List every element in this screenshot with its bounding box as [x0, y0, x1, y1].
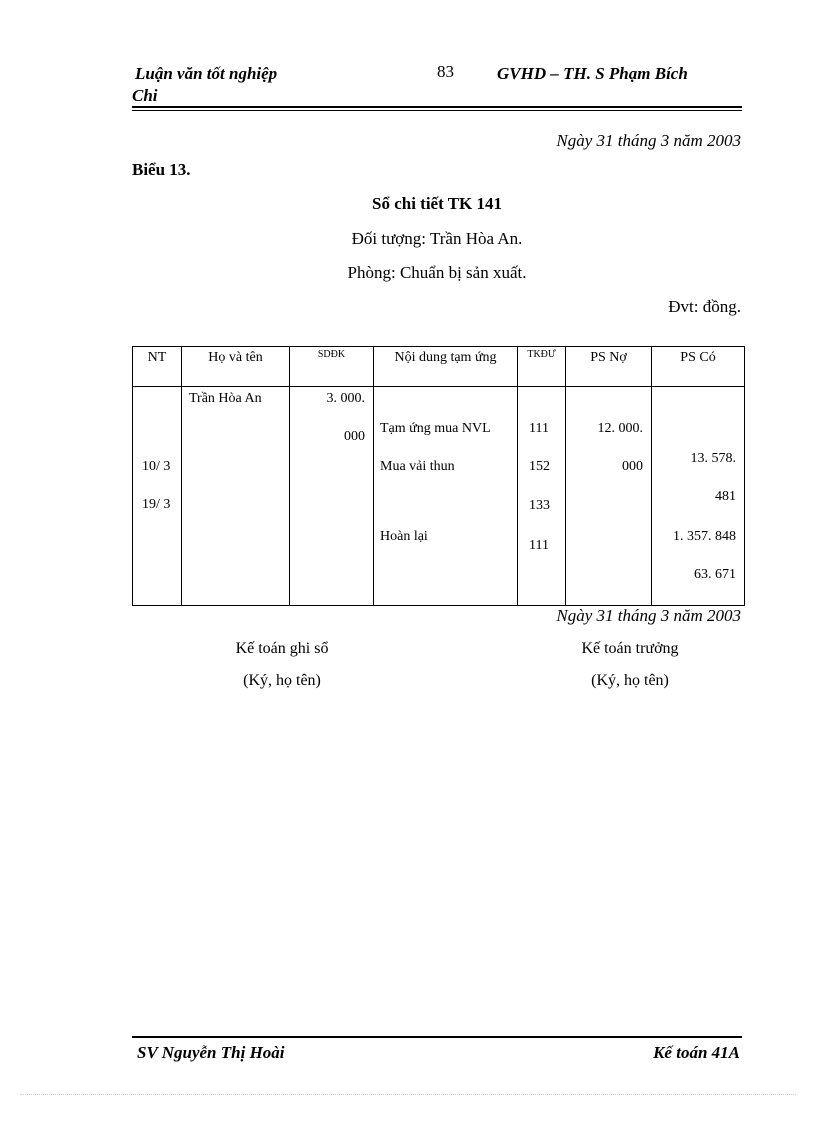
content-value: Hoàn lại [380, 529, 428, 544]
col-header-nt: NT [133, 347, 182, 387]
signature-bookkeeper-title: Kế toán ghi sổ [235, 640, 329, 657]
ledger-department: Phòng: Chuẩn bị sản xuất. [347, 263, 527, 282]
footer-student: SV Nguyễn Thị Hoài [137, 1043, 285, 1062]
cell-tkdu [518, 387, 566, 606]
ps-co-value: 13. 578. [690, 451, 736, 466]
col-header-ps-no: PS Nợ [566, 347, 652, 387]
footer-class: Kế toán 41A [653, 1043, 740, 1062]
ledger-table [132, 346, 745, 606]
cell-sddk [290, 387, 374, 606]
document-date: Ngày 31 tháng 3 năm 2003 [556, 131, 741, 150]
tkdu-value: 111 [529, 421, 549, 436]
tkdu-value: 111 [529, 538, 549, 553]
ledger-object: Đối tượng: Trần Hòa An. [351, 229, 523, 248]
col-header-ps-co: PS Có [652, 347, 745, 387]
signature-date: Ngày 31 tháng 3 năm 2003 [556, 606, 741, 625]
col-header-sddk: SDĐK [290, 347, 374, 387]
header-advisor: GVHD – TH. S Phạm Bích [497, 64, 688, 83]
ps-co-value: 63. 671 [694, 567, 736, 582]
cell-ps-no [566, 387, 652, 606]
ledger-title: Sổ chi tiết TK 141 [371, 194, 503, 213]
table-row [133, 387, 745, 606]
ps-co-value: 1. 357. 848 [673, 529, 736, 544]
ps-no-value: 12. 000. [597, 421, 643, 436]
content-value: Mua vải thun [380, 459, 455, 474]
sddk-value-cont: 000 [344, 429, 365, 444]
footer-rule [132, 1036, 742, 1038]
content-value: Tạm ứng mua NVL [380, 421, 491, 436]
signature-chief-accountant-note: (Ký, họ tên) [591, 672, 669, 689]
col-header-tkdu: TKĐƯ [518, 347, 566, 387]
ps-no-value-cont: 000 [622, 459, 643, 474]
tkdu-value: 133 [529, 498, 550, 513]
signature-chief-accountant-title: Kế toán trưởng [581, 640, 679, 657]
table-header-row [133, 347, 745, 387]
nt-value: 19/ 3 [142, 497, 171, 512]
nt-value: 10/ 3 [142, 459, 171, 474]
signature-bookkeeper-note: (Ký, họ tên) [243, 672, 321, 689]
header-rule-thin [132, 110, 742, 111]
ps-co-value-cont: 481 [715, 489, 736, 504]
name-value: Trần Hòa An [189, 391, 262, 406]
unit-of-measure: Đvt: đồng. [668, 297, 741, 316]
header-thesis-title-cont: Chi [132, 86, 158, 105]
header-rule-thick [132, 106, 742, 108]
tkdu-value: 152 [529, 459, 550, 474]
page-number: 83 [437, 62, 454, 81]
cell-ps-co [652, 387, 745, 606]
page-bottom-dotted-line [20, 1094, 796, 1095]
table-label: Biểu 13. [132, 160, 191, 179]
cell-nt [133, 387, 182, 606]
sddk-value: 3. 000. [326, 391, 365, 406]
cell-name [182, 387, 290, 606]
col-header-content: Nội dung tạm ứng [374, 347, 518, 387]
header-thesis-title: Luận văn tốt nghiệp [135, 64, 278, 83]
col-header-name: Họ và tên [182, 347, 290, 387]
cell-content [374, 387, 518, 606]
